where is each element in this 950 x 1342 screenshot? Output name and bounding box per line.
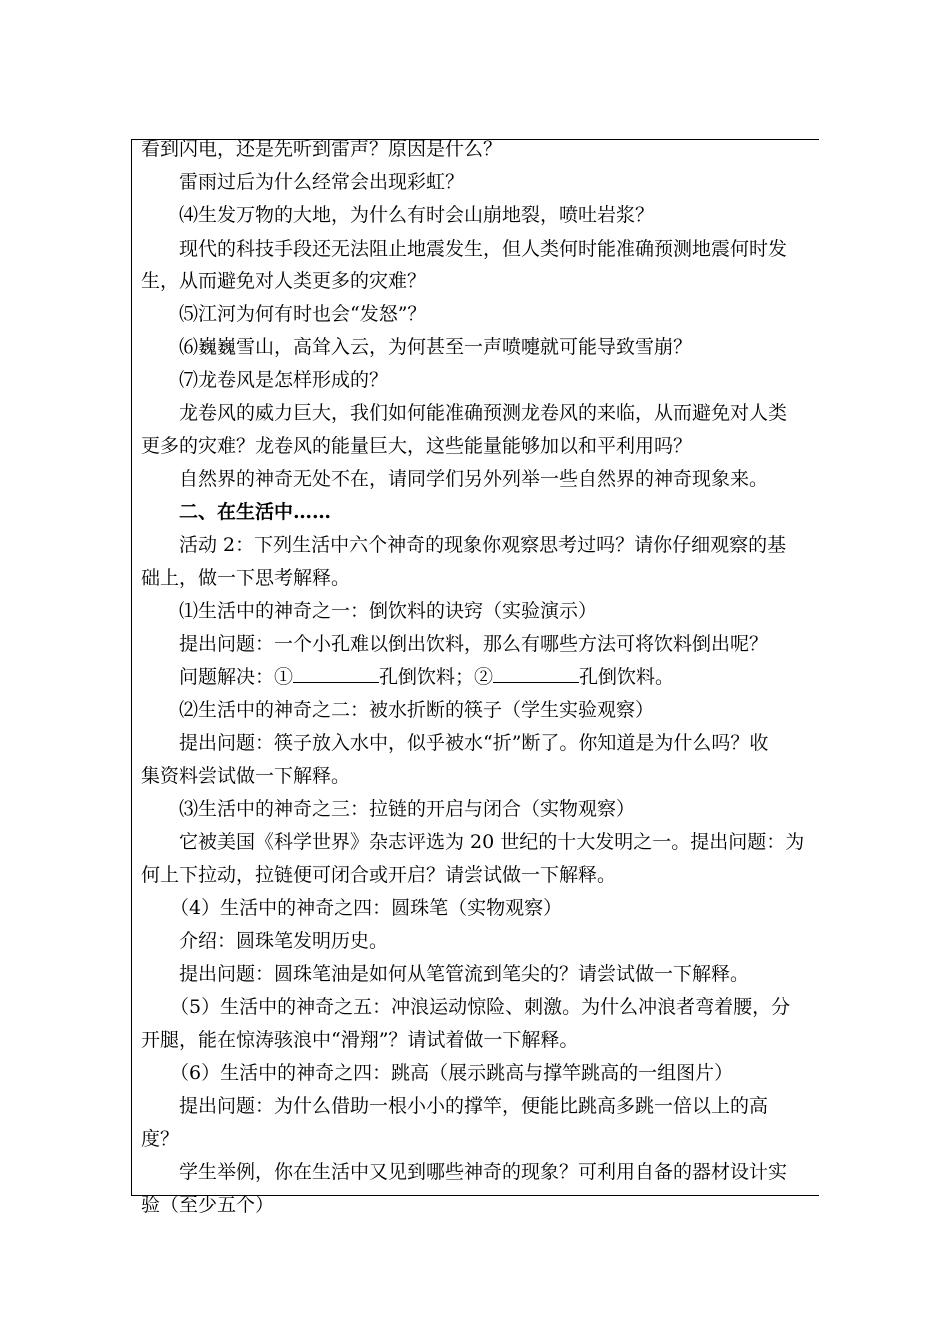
text-line: ⑷生发万物的大地，为什么有时会山崩地裂，喷吐岩浆？ xyxy=(179,204,655,226)
text-line: （5）生活中的神奇之五：冲浪运动惊险、刺激。为什么冲浪者弯着腰，分 xyxy=(170,996,791,1018)
fill-blank-1[interactable] xyxy=(293,664,379,683)
text-line: ⑹巍巍雪山，高耸入云，为何甚至一声喷嚏就可能导致雪崩？ xyxy=(179,336,693,358)
text-line: 它被美国《科学世界》杂志评选为 20 世纪的十大发明之一。提出问题：为 xyxy=(179,831,805,853)
text-line: 生，从而避免对人类更多的灾难？ xyxy=(141,270,427,292)
solution-line xyxy=(179,664,811,690)
text-line: 看到闪电，还是先听到雷声？原因是什么？ xyxy=(141,138,503,160)
text-line: ⑴生活中的神奇之一：倒饮料的诀窍（实验演示） xyxy=(179,600,598,622)
text-line: ⑸江河为何有时也会“发怒”？ xyxy=(179,303,427,325)
text-line: 学生举例，你在生活中又见到哪些神奇的现象？可利用自备的器材设计实 xyxy=(179,1161,788,1183)
text-line: 度？ xyxy=(141,1128,180,1150)
text-line: ⑵生活中的神奇之二：被水折断的筷子（学生实验观察） xyxy=(179,699,655,721)
text-line: 介绍：圆珠笔发明历史。 xyxy=(179,930,389,952)
text-line: ⑺龙卷风是怎样形成的？ xyxy=(179,369,389,391)
fill-blank-2[interactable] xyxy=(493,664,579,683)
section-heading: 二、在生活中…… xyxy=(179,501,332,523)
text-line: 龙卷风的威力巨大，我们如何能准确预测龙卷风的来临，从而避免对人类 xyxy=(179,402,788,424)
text-line: 集资料尝试做一下解释。 xyxy=(141,765,351,787)
text-line: 自然界的神奇无处不在，请同学们另外列举一些自然界的神奇现象来。 xyxy=(179,468,769,490)
text-line: 验（至少五个） xyxy=(141,1194,275,1216)
text-line: 更多的灾难？龙卷风的能量巨大，这些能量能够加以和平利用吗？ xyxy=(141,435,693,457)
text-line: 础上，做一下思考解释。 xyxy=(141,567,351,589)
text-line: 雷雨过后为什么经常会出现彩虹？ xyxy=(179,171,465,193)
text-line: 开腿，能在惊涛骇浪中“滑翔”？请试着做一下解释。 xyxy=(141,1029,579,1051)
text-line: （4）生活中的神奇之四：圆珠笔（实物观察） xyxy=(170,897,563,919)
text-line: 现代的科技手段还无法阻止地震发生，但人类何时能准确预测地震何时发 xyxy=(179,238,788,260)
solution-suffix: 孔倒饮料。 xyxy=(579,666,675,688)
text-line: （6）生活中的神奇之四：跳高（展示跳高与撑竿跳高的一组图片） xyxy=(170,1062,734,1084)
text-line: 何上下拉动，拉链便可闭合或开启？请尝试做一下解释。 xyxy=(141,864,617,886)
text-line: 提出问题：圆珠笔油是如何从笔管流到笔尖的？请尝试做一下解释。 xyxy=(179,963,750,985)
solution-mid: 孔倒饮料；② xyxy=(379,666,494,688)
text-line: 提出问题：一个小孔难以倒出饮料，那么有哪些方法可将饮料倒出呢？ xyxy=(179,633,769,655)
text-line: ⑶生活中的神奇之三：拉链的开启与闭合（实物观察） xyxy=(179,798,636,820)
text-line: 活动 2：下列生活中六个神奇的现象你观察思考过吗？请你仔细观察的基 xyxy=(179,534,787,556)
text-line: 提出问题：筷子放入水中，似乎被水“折”断了。你知道是为什么吗？收 xyxy=(179,732,769,754)
text-line: 提出问题：为什么借助一根小小的撑竿，便能比跳高多跳一倍以上的高 xyxy=(179,1095,769,1117)
solution-prefix: 问题解决：① xyxy=(179,666,294,688)
